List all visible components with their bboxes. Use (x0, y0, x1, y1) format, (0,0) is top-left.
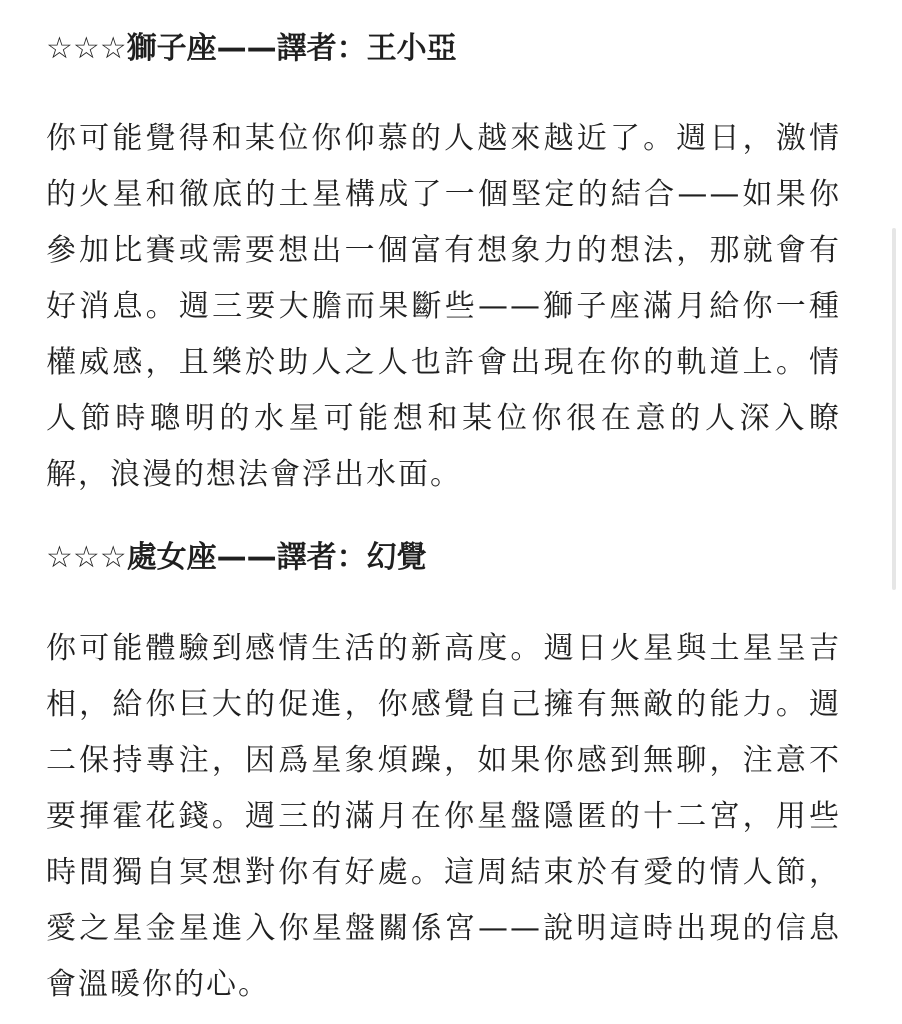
section-body-leo: 你可能覺得和某位你仰慕的人越來越近了。週日，激情的火星和徹底的土星構成了一個堅定的結合——如果你參加比賽或需要想出一個富有想象力的想法，那就會有好消息。週三要大膽而果斷些——獅子座滿月給你一種權威感，且樂於助人之人也許會出現在你的軌道上。情人節時聰明的水星可能想和某位你很在意的人深入瞭解，浪漫的想法會浮出水面。 (46, 121, 841, 492)
rating-stars: ☆☆☆ (46, 540, 127, 575)
section-body-virgo: 你可能體驗到感情生活的新高度。週日火星與土星呈吉相，給你巨大的促進，你感覺自己擁有無敵的能力。週二保持專注，因爲星象煩躁，如果你感到無聊，注意不要揮霍花錢。週三的滿月在你星盤隱匿的十二宮，用些時間獨自冥想對你有好處。這周結束於有愛的情人節，愛之星金星進入你星盤關係宮——說明這時出現的信息會溫暖你的心。 (46, 631, 841, 1002)
section-title: 獅子座——譯者：王小亞 (126, 31, 457, 66)
section-heading-leo (46, 27, 457, 71)
section-heading-virgo (46, 536, 427, 580)
scrollbar[interactable] (892, 228, 896, 590)
rating-stars: ☆☆☆ (46, 31, 127, 66)
section-title: 處女座——譯者：幻覺 (126, 540, 427, 575)
